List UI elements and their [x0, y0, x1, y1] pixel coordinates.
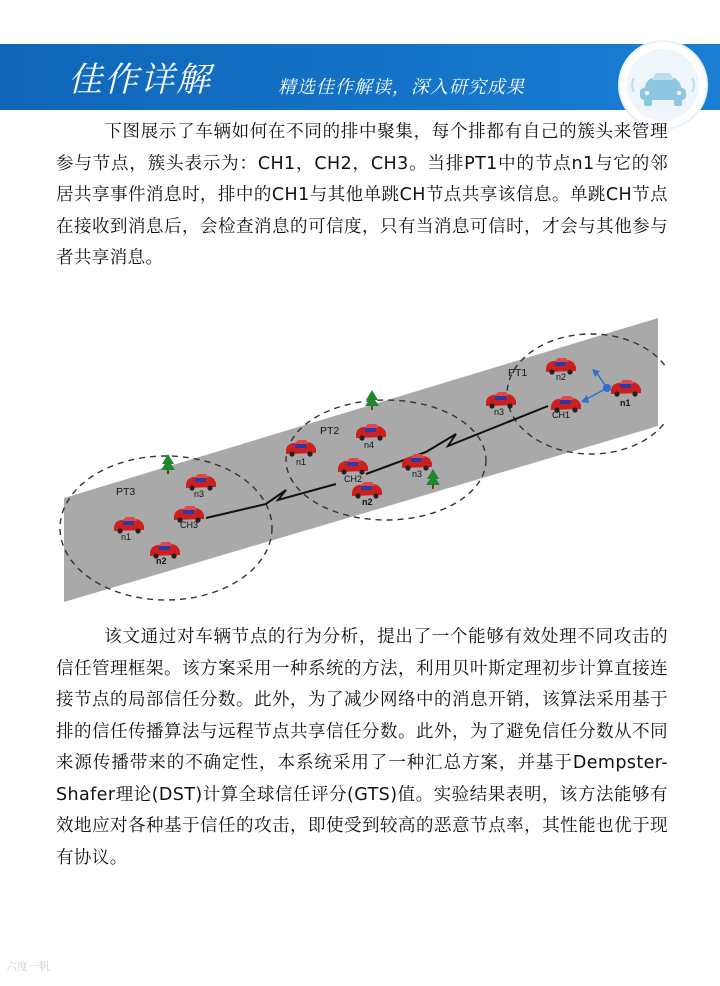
node-label: n3	[412, 469, 423, 479]
node-label: CH1	[552, 410, 571, 420]
node-label: n2	[556, 372, 567, 382]
node-label: n4	[364, 440, 375, 450]
car-logo-icon	[620, 42, 706, 128]
page-title: 佳作详解	[68, 60, 212, 100]
node-label: CH2	[344, 474, 363, 484]
watermark: 六度一帆	[6, 960, 50, 973]
body-paragraph	[56, 622, 668, 874]
platoon-figure	[56, 314, 666, 604]
page-subtitle: 精选佳作解读，深入研究成果	[278, 77, 525, 98]
intro-text: 下图展示了车辆如何在不同的排中聚集，每个排都有自己的簇头来管理参与节点，簇头表示为：CH1，CH2，CH3。当排PT1中的节点n1与它的邻居共享事件消息时，排中的CH1与其他单跳CH节点共享该信息。单跳CH节点在接收到消息后，会检查消息的可信度，只有当消息可信时，才会与其他参与者共享消息。	[56, 122, 668, 268]
node-label: n1	[296, 457, 307, 467]
body-text: 该文通过对车辆节点的行为分析，提出了一个能够有效处理不同攻击的信任管理框架。该方案采用一种系统的方法，利用贝叶斯定理初步计算直接连接节点的局部信任分数。此外，为了减少网络中的消息开销，该算法采用基于排的信任传播算法与远程节点共享信任分数。此外，为了避免信任分数从不同来源传播带来的不确定性，本系统采用了一种汇总方案，并基于Dempster-Shafer理论(DST)计算全球信任评分(GTS)值。实验结果表明，该方法能够有效地应对各种基于信任的攻击，即使受到较高的恶意节点率，其性能也优于现有协议。	[56, 627, 668, 868]
node-label: n1	[121, 532, 132, 542]
node-label: CH3	[180, 520, 199, 530]
platoon-label: PT2	[320, 425, 340, 437]
node-label: n1	[620, 398, 631, 408]
node-label: n2	[362, 497, 373, 507]
intro-paragraph	[56, 117, 668, 275]
platoon-label: PT3	[116, 486, 136, 498]
node-label: n3	[194, 489, 205, 499]
platoon-label: PT1	[508, 367, 528, 379]
node-label: n3	[494, 407, 505, 417]
node-label: n2	[156, 556, 167, 566]
